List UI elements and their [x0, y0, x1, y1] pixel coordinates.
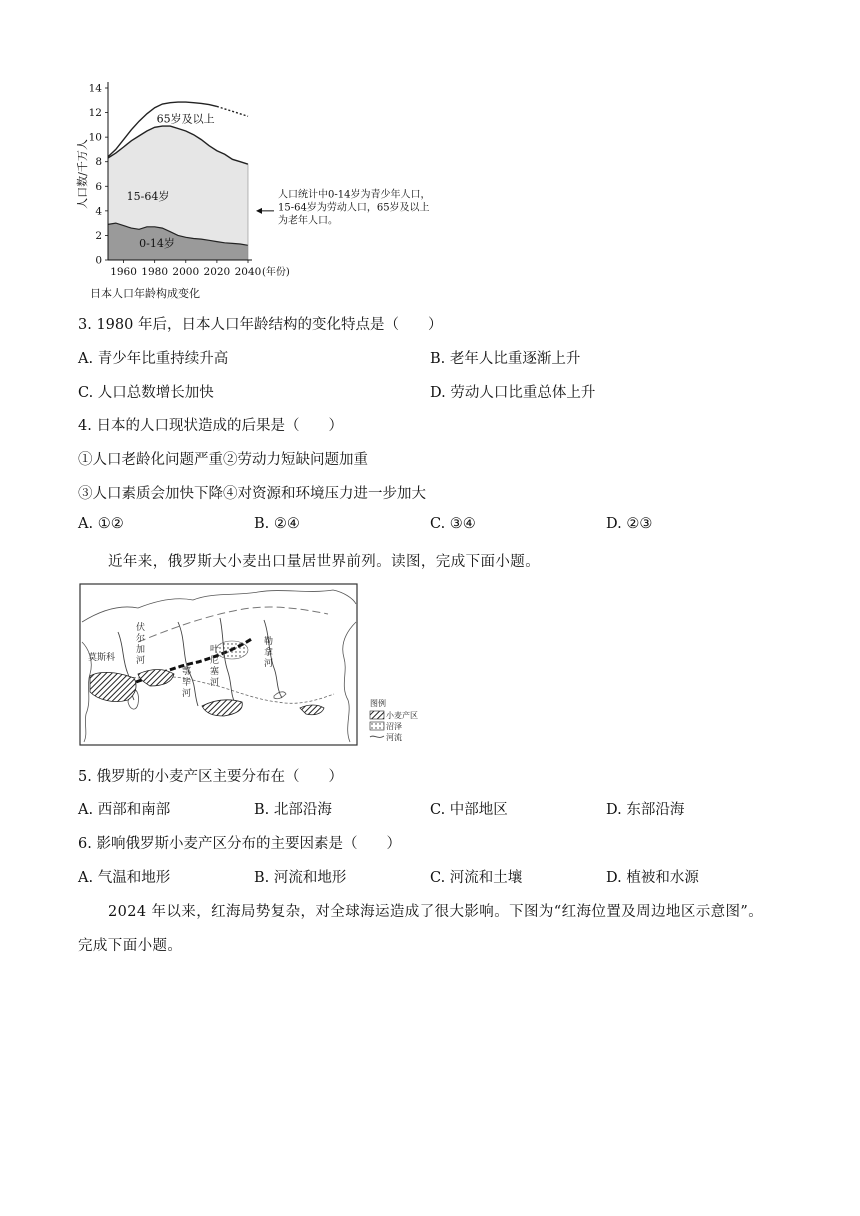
q5-option-b[interactable]: B. 北部沿海 — [254, 802, 332, 818]
label-yenisei: 叶 尼 塞 河 — [210, 645, 220, 688]
series-label-65-plus: 65岁及以上 — [156, 112, 215, 126]
chart-title: 日本人口年龄构成变化 — [90, 287, 200, 300]
y-tick-label: 14 — [88, 82, 102, 95]
legend-swamp-swatch — [370, 722, 384, 730]
label-lena: 勒 拿 河 — [264, 637, 274, 669]
legend-river-label: 河流 — [386, 733, 402, 742]
y-axis-label: 人口数/千万人 — [76, 139, 89, 209]
q4-option-d[interactable]: D. ②③ — [606, 516, 653, 532]
q3-option-c[interactable]: C. 人口总数增长加快 — [78, 385, 214, 401]
label-ob: 鄂 毕 河 — [182, 667, 192, 699]
line-65-plus-projection — [217, 106, 248, 116]
x-tick-label: 1960 — [110, 266, 137, 278]
redsea-intro-line1: 2024 年以来，红海局势复杂，对全球海运造成了很大影响。下图为“红海位置及周边地区示意图”。 — [108, 904, 764, 920]
redsea-intro-line2: 完成下面小题。 — [78, 938, 183, 954]
q4-option-a[interactable]: A. ①② — [78, 516, 124, 532]
q6-option-c[interactable]: C. 河流和土壤 — [430, 870, 523, 886]
q3-stem: 3. 1980 年后，日本人口年龄结构的变化特点是（ ） — [78, 317, 443, 333]
x-tick-label: 2040 — [234, 266, 262, 278]
legend-wheat-swatch — [370, 711, 384, 719]
series-label-15-64: 15-64岁 — [126, 190, 170, 204]
q5-option-d[interactable]: D. 东部沿海 — [606, 802, 685, 818]
annotation-line: 人口统计中0-14岁为青少年人口， — [278, 189, 431, 201]
x-tick-label: 1980 — [141, 266, 169, 278]
x-axis-label: (年份) — [262, 267, 290, 278]
q4-stem: 4. 日本的人口现状造成的后果是（ ） — [78, 418, 343, 434]
annotation-arrow-head — [256, 208, 262, 214]
q4-option-b[interactable]: B. ②④ — [254, 516, 300, 532]
x-tick-label: 2020 — [203, 266, 231, 278]
legend-title: 图例 — [370, 699, 386, 708]
q4-statement-2: ③人口素质会加快下降④对资源和环境压力进一步加大 — [78, 486, 426, 502]
q6-option-d[interactable]: D. 植被和水源 — [606, 870, 699, 886]
y-tick-label: 10 — [88, 131, 102, 144]
legend-swamp-label: 沼泽 — [386, 722, 402, 731]
y-tick-label: 0 — [95, 254, 102, 267]
q6-option-b[interactable]: B. 河流和地形 — [254, 870, 347, 886]
q5-option-a[interactable]: A. 西部和南部 — [78, 802, 171, 818]
q6-option-a[interactable]: A. 气温和地形 — [78, 870, 171, 886]
q3-option-b[interactable]: B. 老年人比重逐渐上升 — [430, 351, 581, 367]
series-label-0-14: 0-14岁 — [139, 236, 175, 250]
russia-wheat-map — [78, 582, 418, 748]
wheat-intro: 近年来，俄罗斯大小麦出口量居世界前列。读图，完成下面小题。 — [108, 554, 541, 570]
y-tick-label: 12 — [88, 107, 102, 120]
y-tick-label: 8 — [95, 156, 102, 169]
annotation-line: 为老年人口。 — [278, 215, 338, 227]
q3-option-d[interactable]: D. 劳动人口比重总体上升 — [430, 385, 596, 401]
annotation-line: 15-64岁为劳动人口，65岁及以上 — [278, 202, 430, 214]
q4-statement-1: ①人口老龄化问题严重②劳动力短缺问题加重 — [78, 452, 368, 468]
q3-option-a[interactable]: A. 青少年比重持续升高 — [78, 351, 229, 367]
wheat-area-west — [90, 672, 136, 701]
legend-river-swatch — [370, 736, 384, 737]
q6-stem: 6. 影响俄罗斯小麦产区分布的主要因素是（ ） — [78, 836, 401, 852]
q5-stem: 5. 俄罗斯的小麦产区主要分布在（ ） — [78, 769, 343, 785]
q4-option-c[interactable]: C. ③④ — [430, 516, 476, 532]
label-volga: 伏 尔 加 河 — [136, 623, 146, 666]
y-tick-label: 6 — [95, 180, 102, 193]
q5-option-c[interactable]: C. 中部地区 — [430, 802, 508, 818]
legend-wheat-label: 小麦产区 — [386, 711, 418, 720]
y-tick-label: 2 — [95, 229, 102, 242]
x-tick-label: 2000 — [172, 266, 200, 278]
map-legend — [370, 698, 418, 742]
population-chart — [72, 80, 452, 305]
y-tick-label: 4 — [95, 205, 102, 218]
label-moscow: 莫斯科 — [88, 653, 116, 663]
